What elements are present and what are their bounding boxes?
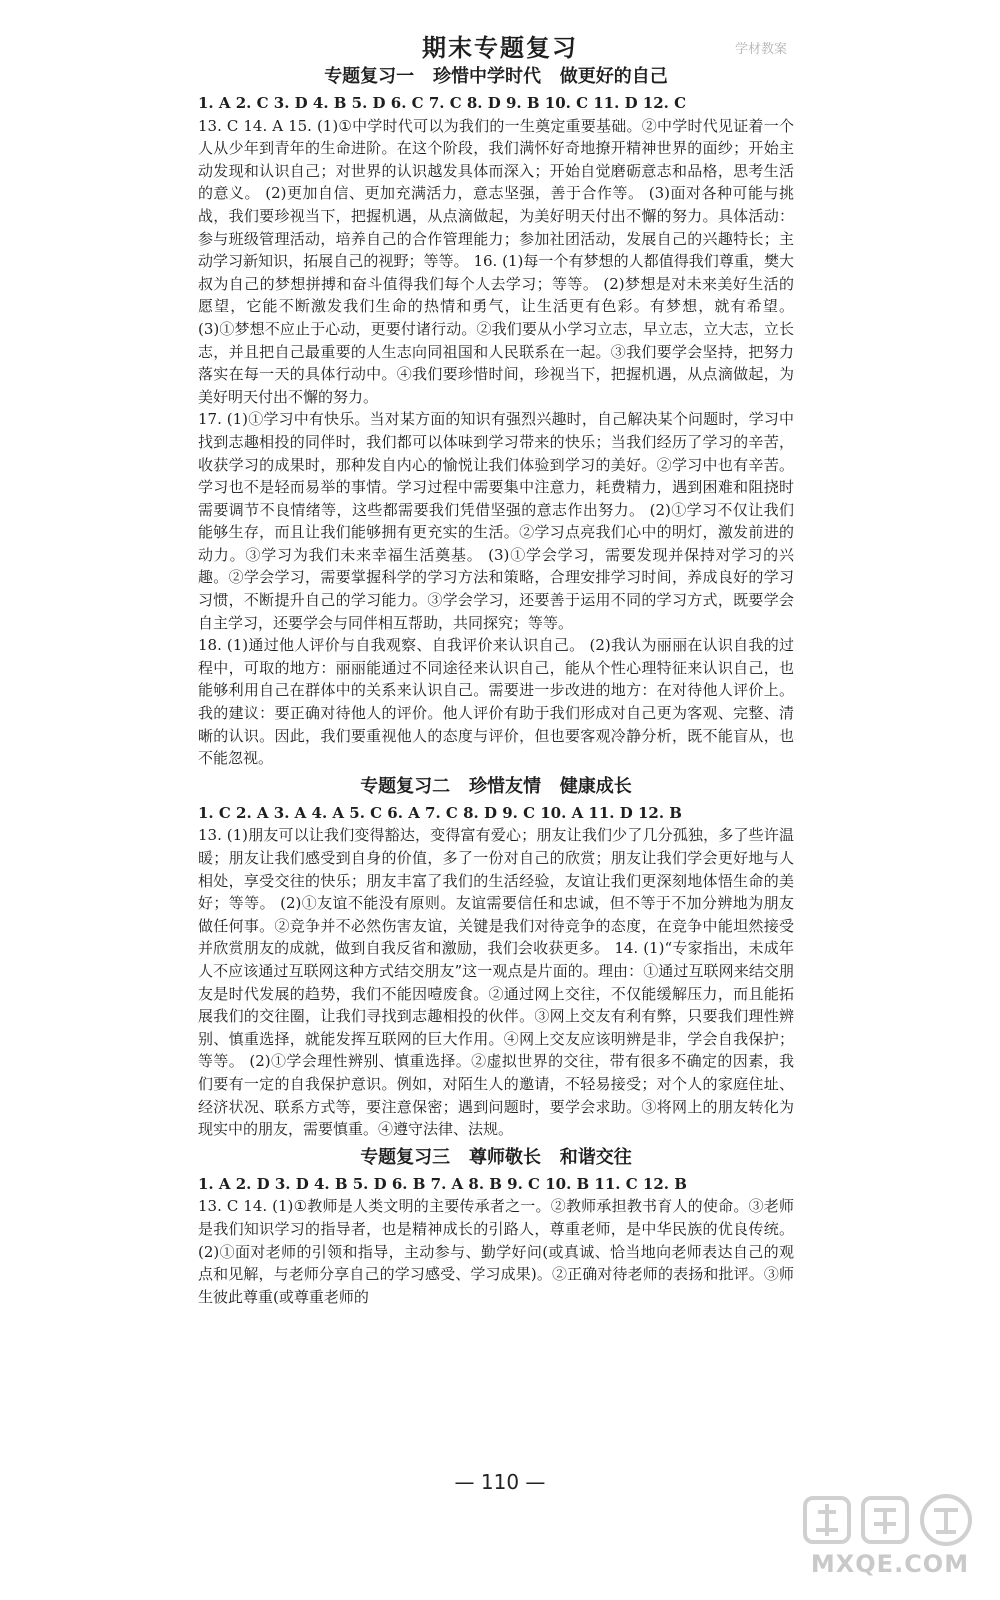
- answer-paragraph: 18. (1)通过他人评价与自我观察、自我评价来认识自己。 (2)我认为丽丽在认识自我的过程中，可取的地方：丽丽能通过不同途径来认识自己，能从个性心理特征来认识自己，也能够利用自己在群体中的关系来认识自己。需要进一步改进的地方：在对待他人评价上。我的建议：要正确对待他人的评价。他人评价有助于我们形成对自己更为客观、完整、清晰的认识。因此，我们要重视他人的态度与评价，但也要客观冷静分析，既不能盲从，也不能忽视。: [198, 636, 794, 768]
- corner-stamp: 学材教案: [735, 42, 788, 57]
- choice-answers-1: 1. A 2. C 3. D 4. B 5. D 6. C 7. C 8. D 9. B 10. C 11. D 12. C: [198, 94, 687, 112]
- watermark-text: MXQE.COM: [810, 1550, 970, 1578]
- choice-answers-2: 1. C 2. A 3. A 4. A 5. C 6. A 7. C 8. D 9. C 10. A 11. D 12. B: [198, 803, 682, 822]
- page-number: — 110 —: [454, 1470, 546, 1494]
- section-title-3: 专题复习三 尊师敬长 和谐交往: [360, 1146, 632, 1168]
- answer-paragraph: 17. (1)①学习中有快乐。当对某方面的知识有强烈兴趣时，自己解决某个问题时，学习中找到志趣相投的同伴时，我们都可以体味到学习带来的快乐；当我们经历了学习的辛苦，收获学习的成果时，那种发自内心的愉悦让我们体验到学习的美好。②学习中也有辛苦。学习也不是轻而易举的事情。学习过程中需要集中注意力，耗费精力，遇到困难和阻挠时需要调节不良情绪等，这些都需要我们凭借坚强的意志作出努力。 (2)①学习不仅让我们能够生存，而且让我们能够拥有更充实的生活。②学习点亮我们心中的明灯，激发前进的动力。③学习为我们未来幸福生活奠基。 (3)①学会学习，需要发现并保持对学习的兴趣。②学会学习，需要掌握科学的学习方法和策略，合理安排学习时间，养成良好的学习习惯，不断提升自己的学习能力。③学会学习，还要善于运用不同的学习方式，既要学会自主学习，还要学会与同伴相互帮助，共同探究；等等。: [198, 410, 794, 632]
- answer-paragraph: 13. C 14. (1)①教师是人类文明的主要传承者之一。②教师承担教书育人的使命。③老师是我们知识学习的指导者，也是精神成长的引路人，尊重老师，是中华民族的优良传统。 (2)①面对老师的引领和指导，主动参与、勤学好问(或真诚、恰当地向老师表达自己的观点和见解，与老师分享自己的学习感受、学习成果)。②正确对待老师的表扬和批评。③师生彼此尊重(或尊重老师的: [198, 1197, 794, 1306]
- answer-paragraph: 13. (1)朋友可以让我们变得豁达，变得富有爱心；朋友让我们少了几分孤独，多了些许温暖；朋友让我们感受到自身的价值，多了一份对自己的欣赏；朋友让我们学会更好地与人相处，享受交往的快乐；朋友丰富了我们的生活经验，友谊让我们更深刻地体悟生命的美好；等等。 (2)①友谊不能没有原则。友谊需要信任和忠诚，但不等于不加分辨地为朋友做任何事。②竞争并不必然伤害友谊，关键是我们对待竞争的态度，在竞争中能坦然接受并欣赏朋友的成就，做到自我反省和激励，我们会收获更多。 14. (1)“专家指出，未成年人不应该通过互联网这种方式结交朋友”这一观点是片面的。理由：①通过互联网来结交朋友是时代发展的趋势，我们不能因噎废食。②通过网上交往，不仅能缓解压力，而且能拓展我们的交往圈，让我们寻找到志趣相投的伙伴。③网上交友有利有弊，只要我们理性辨别、慎重选择，就能发挥互联网的巨大作用。④网上交友应该明辨是非，学会自我保护；等等。 (2)①学会理性辨别、慎重选择。②虚拟世界的交往，带有很多不确定的因素，我们要有一定的自我保护意识。例如，对陌生人的邀请，不轻易接受；对个人的家庭住址、经济状况、联系方式等，要注意保密；遇到问题时，要学会求助。③将网上的朋友转化为现实中的朋友，需要慎重。④遵守法律、法规。: [198, 826, 794, 1139]
- answer-content: [198, 60, 794, 1308]
- watermark-logo: [800, 1490, 980, 1580]
- answer-paragraph: 13. C 14. A 15. (1)①中学时代可以为我们的一生奠定重要基础。②中学时代见证着一个人从少年到青年的生命进阶。在这个阶段，我们满怀好奇地撩开精神世界的面纱；开始主动发现和认识自己；对世界的认识越发具体而深入；开始自觉磨砺意志和品格，思考生活的意义。 (2)更加自信、更加充满活力，意志坚强，善于合作等。 (3)面对各种可能与挑战，我们要珍视当下，把握机遇，从点滴做起，为美好明天付出不懈的努力。具体活动：参与班级管理活动，培养自己的合作管理能力；参加社团活动，发展自己的兴趣特长；主动学习新知识，拓展自己的视野；等等。 16. (1)每一个有梦想的人都值得我们尊重，樊大叔为自己的梦想拼搏和奋斗值得我们每个人去学习；等等。 (2)梦想是对未来美好生活的愿望，它能不断激发我们生命的热情和勇气，让生活更有色彩。有梦想，就有希望。 (3)①梦想不应止于心动，更要付诸行动。②我们要从小学习立志，早立志，立大志，立长志，并且把自己最重要的人生志向同祖国和人民联系在一起。③我们要学会坚持，把努力落实在每一天的具体行动中。④我们要珍惜时间，珍视当下，把握机遇，从点滴做起，为美好明天付出不懈的努力。: [198, 116, 794, 406]
- page-title: 期末专题复习: [422, 34, 578, 62]
- choice-answers-3: 1. A 2. D 3. D 4. B 5. D 6. B 7. A 8. B 9. C 10. B 11. C 12. B: [198, 1174, 687, 1193]
- section-title-2: 专题复习二 珍惜友情 健康成长: [360, 775, 632, 797]
- section-title-1: 专题复习一 珍惜中学时代 做更好的自己: [324, 66, 668, 87]
- answer-logo-icon: [800, 1490, 980, 1550]
